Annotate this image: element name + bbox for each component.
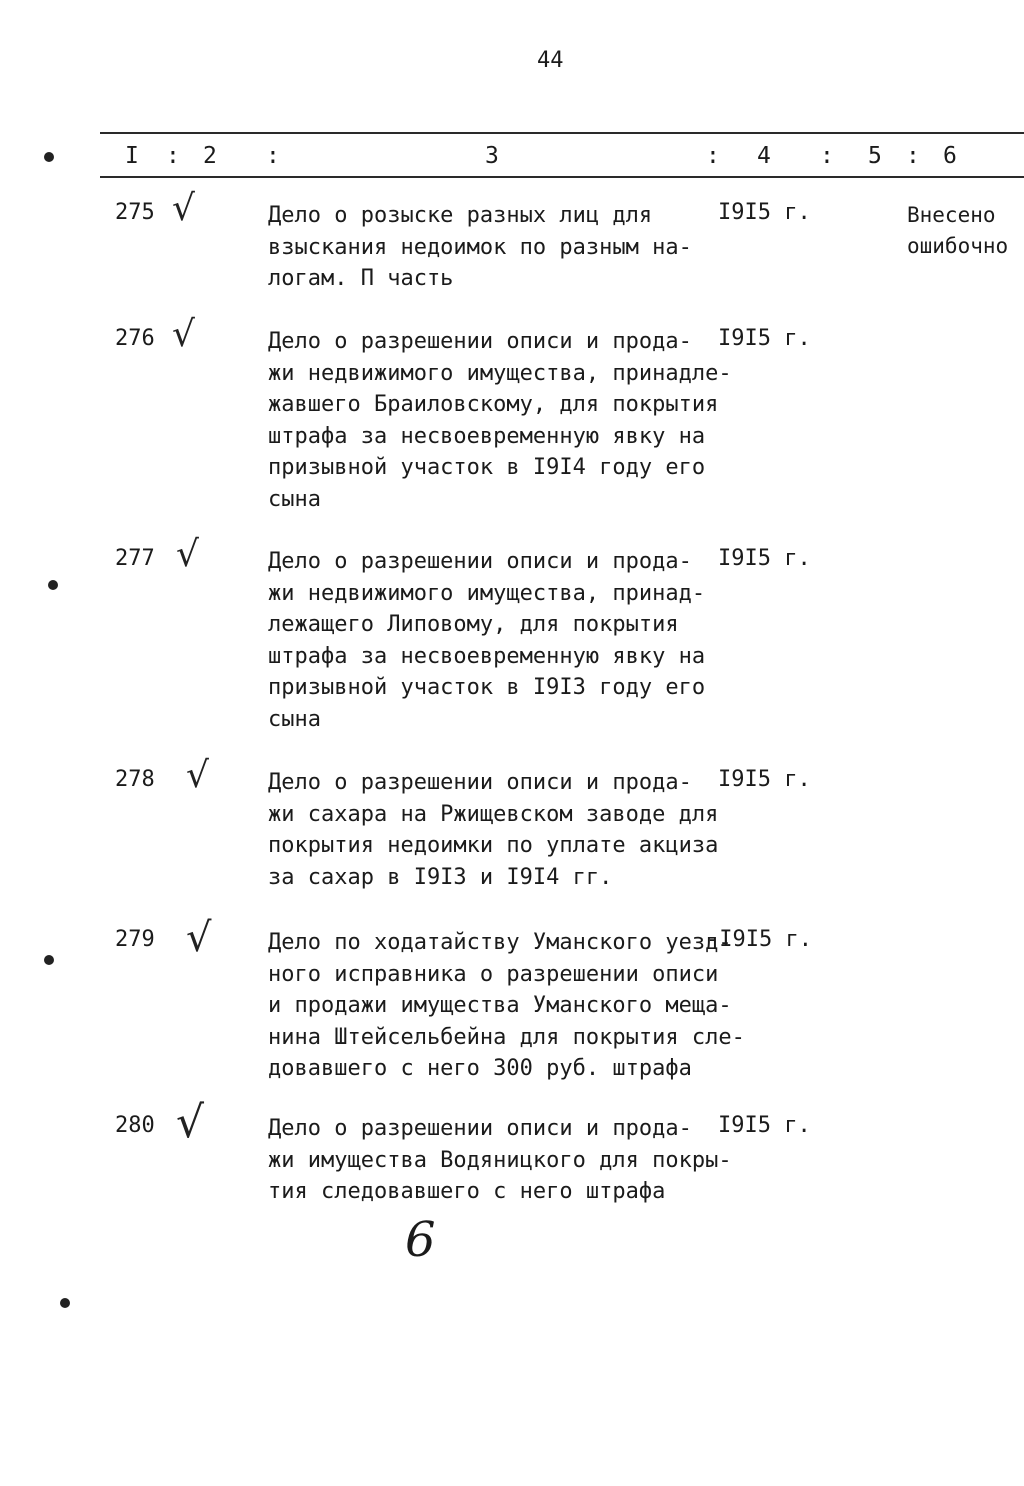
description-line: за сахар в I9I3 и I9I4 гг. — [268, 864, 613, 890]
description-line: нина Штейсельбейна для покрытия сле- — [268, 1024, 745, 1050]
entry-number: 280 — [115, 1113, 155, 1138]
description-line: жавшего Браиловскому, для покрытия — [268, 392, 719, 417]
description-line: и продажи имущества Уманского меща- — [268, 993, 732, 1018]
entry-note — [907, 200, 1008, 262]
description-line: жи недвижимого имущества, принад- — [268, 580, 706, 606]
entry-year: -I9I5 г. — [706, 927, 812, 952]
checkmark-icon: √ — [172, 188, 195, 229]
col-header-3: 3 — [485, 143, 499, 169]
entry-year: I9I5 г. — [718, 1113, 811, 1138]
note-line: Внесено — [907, 203, 996, 227]
description-line: штрафа за несвоевременную явку на — [268, 423, 706, 449]
entry-number: 279 — [115, 927, 155, 952]
col-header-5: 5 — [868, 143, 882, 169]
entry-year: I9I5 г. — [718, 546, 811, 571]
entry-number: 278 — [115, 767, 155, 792]
punch-hole-dot — [60, 1298, 70, 1308]
col-separator: : — [706, 143, 720, 169]
checkmark-icon: √ — [186, 915, 212, 961]
checkmark-icon: √ — [172, 314, 195, 355]
checkmark-icon: √ — [176, 534, 199, 575]
description-line: жи сахара на Ржищевском заводе для — [268, 801, 719, 827]
description-line: призывной участок в I9I4 году его — [268, 455, 706, 480]
entry-description — [268, 326, 738, 515]
description-line: призывной участок в I9I3 году его — [268, 675, 706, 700]
entry-year: I9I5 г. — [718, 767, 811, 792]
description-line: Дело о разрешении описи и прода- — [268, 1116, 692, 1141]
description-line: Дело о разрешении описи и прода- — [268, 549, 692, 574]
description-line: жи имущества Водяницкого для покры- — [268, 1147, 732, 1173]
punch-hole-dot — [48, 580, 58, 590]
page-number: 44 — [537, 48, 564, 73]
entry-number: 277 — [115, 546, 155, 571]
description-line: покрытия недоимки по уплате акциза — [268, 833, 719, 858]
description-line: ного исправника о разрешении описи — [268, 961, 719, 987]
col-separator: : — [906, 143, 920, 169]
entry-description — [268, 767, 738, 893]
checkmark-icon: √ — [176, 1097, 205, 1148]
entry-description — [268, 1113, 738, 1208]
col-header-1: I — [125, 143, 139, 169]
entry-year: I9I5 г. — [718, 326, 811, 351]
header-rule-top — [100, 132, 1024, 134]
col-separator: : — [820, 143, 834, 169]
description-line: довавшего с него 300 руб. штрафа — [268, 1056, 692, 1081]
description-line: Дело о разрешении описи и прода- — [268, 770, 692, 795]
description-line: штрафа за несвоевременную явку на — [268, 643, 706, 669]
entry-description — [268, 927, 745, 1085]
checkmark-icon: √ — [186, 755, 209, 796]
entry-year: I9I5 г. — [718, 200, 811, 225]
description-line: Дело по ходатайству Уманского уезд- — [268, 930, 732, 955]
col-separator: : — [266, 143, 280, 169]
description-line: жи недвижимого имущества, принадле- — [268, 360, 732, 386]
entry-number: 276 — [115, 326, 155, 351]
entry-description — [268, 546, 738, 735]
description-line: сына — [268, 486, 321, 512]
entry-description — [268, 200, 738, 295]
col-header-6: 6 — [943, 143, 957, 169]
note-line: ошибочно — [907, 234, 1009, 258]
description-line: взыскания недоимок по разным на- — [268, 234, 692, 260]
description-line: Дело о разрешении описи и прода- — [268, 329, 692, 354]
col-separator: : — [166, 143, 180, 169]
col-header-4: 4 — [757, 143, 771, 169]
description-line: логам. П часть — [268, 266, 454, 291]
description-line: тия следовавшего с него штрафа — [268, 1179, 666, 1204]
description-line: Дело о розыске разных лиц для — [268, 203, 653, 228]
punch-hole-dot — [44, 955, 54, 965]
col-header-2: 2 — [203, 143, 217, 169]
description-line: лежащего Липовому, для покрытия — [268, 612, 679, 637]
punch-hole-dot — [44, 152, 54, 162]
header-rule-bottom — [100, 176, 1024, 178]
handwritten-mark: 6 — [405, 1212, 436, 1268]
description-line: сына — [268, 706, 321, 732]
entry-number: 275 — [115, 200, 155, 225]
